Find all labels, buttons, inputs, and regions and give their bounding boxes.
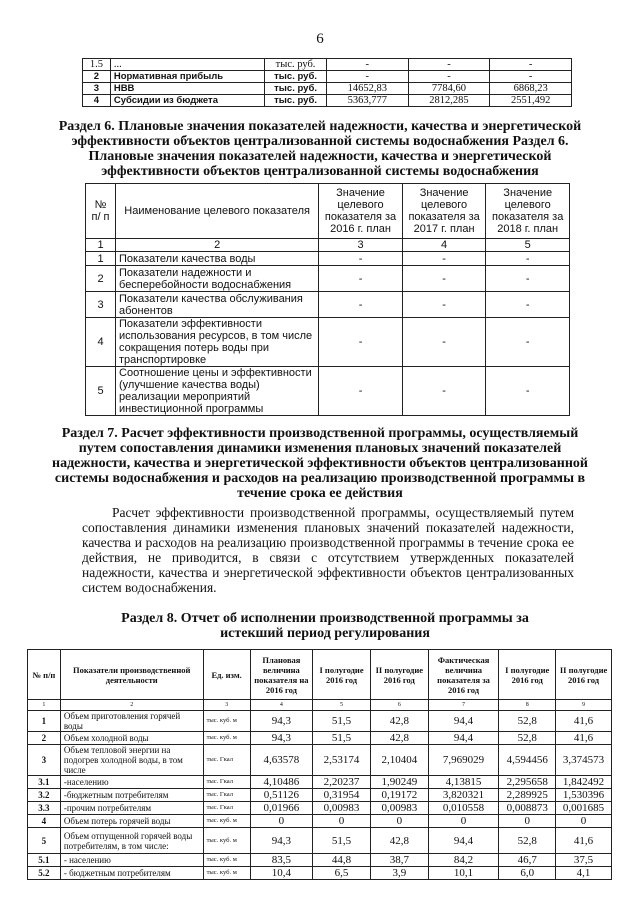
table-cell: - bbox=[408, 59, 490, 71]
table-cell: 42,8 bbox=[370, 711, 428, 732]
table-cell: 2,295658 bbox=[499, 776, 556, 789]
table-cell: - населению bbox=[60, 854, 203, 867]
table-cell: 0,00983 bbox=[313, 802, 371, 815]
table-cell: 94,4 bbox=[428, 732, 499, 745]
table-row bbox=[86, 252, 570, 266]
column-number: 5 bbox=[486, 239, 570, 252]
table-cell: Нормативная прибыль bbox=[110, 71, 264, 83]
table-cell: Объем тепловой энергии на подогрев холодной воды, в том числе bbox=[60, 745, 203, 776]
table-cell: Субсидии из бюджета bbox=[110, 95, 264, 107]
table-cell: -населению bbox=[60, 776, 203, 789]
column-number: 3 bbox=[203, 700, 250, 711]
column-number: 1 bbox=[86, 239, 116, 252]
column-header: Значение целевого показателя за 2018 г. план bbox=[486, 184, 570, 239]
table-cell: 3 bbox=[83, 83, 111, 95]
table-cell: 94,4 bbox=[428, 711, 499, 732]
table-cell: - bbox=[486, 266, 570, 292]
table-row bbox=[28, 789, 612, 802]
table-cell: тыс. куб. м bbox=[203, 867, 250, 880]
table-cell: 2,20237 bbox=[313, 776, 371, 789]
table-cell: 3,374573 bbox=[556, 745, 612, 776]
table-cell: 0,01966 bbox=[250, 802, 313, 815]
table-cell: 0 bbox=[499, 815, 556, 828]
table-cell: 0,19172 bbox=[370, 789, 428, 802]
table-cell: - bbox=[319, 252, 403, 266]
table-cell: тыс. руб. bbox=[265, 71, 327, 83]
table-cell: 10,1 bbox=[428, 867, 499, 880]
table-cell: 5363,777 bbox=[326, 95, 408, 107]
table-cell: Показатели качества обслуживания абонентов bbox=[116, 292, 319, 318]
table-cell: 1.5 bbox=[83, 59, 111, 71]
column-number: 9 bbox=[556, 700, 612, 711]
table-cell: 1,530396 bbox=[556, 789, 612, 802]
table-row bbox=[83, 59, 572, 71]
column-number: 7 bbox=[428, 700, 499, 711]
column-number-row bbox=[86, 239, 570, 252]
table-cell: - bbox=[402, 318, 486, 367]
column-header: Плановая величина показателя на 2016 год bbox=[250, 650, 313, 700]
table-cell: - bbox=[402, 292, 486, 318]
table-cell: 94,3 bbox=[250, 732, 313, 745]
table-row bbox=[28, 854, 612, 867]
table-cell: 41,6 bbox=[556, 711, 612, 732]
table-cell: тыс. руб. bbox=[265, 83, 327, 95]
table-cell: 52,8 bbox=[499, 828, 556, 854]
table-cell: - bbox=[319, 292, 403, 318]
table-cell: 51,5 bbox=[313, 732, 371, 745]
table-cell: - bbox=[319, 367, 403, 416]
table-cell: 38,7 bbox=[370, 854, 428, 867]
table-row bbox=[86, 318, 570, 367]
table-cell: 41,6 bbox=[556, 732, 612, 745]
table-cell: - bbox=[486, 252, 570, 266]
table-cell: 1,90249 bbox=[370, 776, 428, 789]
table-row bbox=[28, 867, 612, 880]
table-cell: 2,289925 bbox=[499, 789, 556, 802]
column-number: 4 bbox=[402, 239, 486, 252]
section8-table bbox=[27, 649, 612, 880]
table-cell: 42,8 bbox=[370, 828, 428, 854]
table-cell: 37,5 bbox=[556, 854, 612, 867]
table-cell: 4,63578 bbox=[250, 745, 313, 776]
table-cell: ... bbox=[110, 59, 264, 71]
table-cell: 94,4 bbox=[428, 828, 499, 854]
column-header: Наименование целевого показателя bbox=[116, 184, 319, 239]
table-cell: Объем приготовления горячей воды bbox=[60, 711, 203, 732]
table-row bbox=[28, 828, 612, 854]
table-cell: 0,010558 bbox=[428, 802, 499, 815]
table-cell: 51,5 bbox=[313, 828, 371, 854]
table-cell: - bbox=[326, 71, 408, 83]
table-cell: - bbox=[486, 318, 570, 367]
table-cell: 4 bbox=[86, 318, 116, 367]
table-cell: - bbox=[490, 71, 572, 83]
table-cell: 2 bbox=[28, 732, 61, 745]
table-cell: 0 bbox=[370, 815, 428, 828]
table-cell: Показатели надежности и бесперебойности водоснабжения bbox=[116, 266, 319, 292]
table-cell: Показатели качества воды bbox=[116, 252, 319, 266]
table-cell: Показатели эффективности использования ресурсов, в том числе сокращения потерь воды при транспортировке bbox=[116, 318, 319, 367]
table-row bbox=[28, 732, 612, 745]
table-cell: 0,00983 bbox=[370, 802, 428, 815]
table-cell: 0,51126 bbox=[250, 789, 313, 802]
table-cell: тыс. Гкал bbox=[203, 802, 250, 815]
table-cell: -прочим потребителям bbox=[60, 802, 203, 815]
table-cell: 94,3 bbox=[250, 828, 313, 854]
table-cell: 7784,60 bbox=[408, 83, 490, 95]
table-cell: - bbox=[402, 266, 486, 292]
table-cell: - бюджетным потребителям bbox=[60, 867, 203, 880]
table-cell: 4 bbox=[83, 95, 111, 107]
table-cell: 5 bbox=[28, 828, 61, 854]
table-cell: - bbox=[402, 367, 486, 416]
table-cell: - bbox=[486, 292, 570, 318]
column-number: 8 bbox=[499, 700, 556, 711]
table-cell: 52,8 bbox=[499, 711, 556, 732]
table-cell: тыс. руб. bbox=[265, 95, 327, 107]
table-cell: 3 bbox=[28, 745, 61, 776]
table-cell: 2551,492 bbox=[490, 95, 572, 107]
table-cell: 7,969029 bbox=[428, 745, 499, 776]
table-cell: 41,6 bbox=[556, 828, 612, 854]
financial-table bbox=[82, 58, 572, 107]
table-cell: тыс. куб. м bbox=[203, 732, 250, 745]
table-cell: - bbox=[486, 367, 570, 416]
table-cell: 0,31954 bbox=[313, 789, 371, 802]
table-cell: НВВ bbox=[110, 83, 264, 95]
table-cell: 84,2 bbox=[428, 854, 499, 867]
column-number-row bbox=[28, 700, 612, 711]
table-cell: 5 bbox=[86, 367, 116, 416]
column-header: I полугодие 2016 год bbox=[313, 650, 371, 700]
table-cell: Соотношение цены и эффективности (улучшение качества воды) реализации мероприятий инвестиционной программы bbox=[116, 367, 319, 416]
table-cell: 0 bbox=[556, 815, 612, 828]
section8-heading: Раздел 8. Отчет об исполнении производственной программы за истекший период регулирования bbox=[121, 611, 529, 641]
table-cell: - bbox=[319, 266, 403, 292]
header-row bbox=[86, 184, 570, 239]
table-cell: - bbox=[490, 59, 572, 71]
table-row bbox=[86, 367, 570, 416]
column-header: Показатели производственной деятельности bbox=[60, 650, 203, 700]
table-cell: - bbox=[326, 59, 408, 71]
table-cell: 14652,83 bbox=[326, 83, 408, 95]
column-header: II полугодие 2016 год bbox=[556, 650, 612, 700]
table-cell: 3,9 bbox=[370, 867, 428, 880]
page-number: 6 bbox=[316, 31, 324, 47]
table-cell: 5.1 bbox=[28, 854, 61, 867]
table-cell: 2 bbox=[83, 71, 111, 83]
table-row bbox=[28, 711, 612, 732]
table-cell: тыс. куб. м bbox=[203, 828, 250, 854]
table-cell: 3.2 bbox=[28, 789, 61, 802]
column-header: I полугодие 2016 год bbox=[499, 650, 556, 700]
table-cell: тыс. руб. bbox=[265, 59, 327, 71]
table-cell: тыс. Гкал bbox=[203, 745, 250, 776]
table-cell: тыс. куб. м bbox=[203, 711, 250, 732]
column-header: Фактическая величина показателя за 2016 год bbox=[428, 650, 499, 700]
table-cell: 94,3 bbox=[250, 711, 313, 732]
section6-heading: Раздел 6. Плановые значения показателей надежности, качества и энергетической эффективности объектов централизованной системы водоснабжения Раздел 6. Плановые значения показателей надежности, качества и энергетической эффективности объектов централизованной системы водоснабжения bbox=[58, 119, 582, 179]
column-header: II полугодие 2016 год bbox=[370, 650, 428, 700]
table-cell: - bbox=[319, 318, 403, 367]
table-cell: 3,820321 bbox=[428, 789, 499, 802]
table-cell: -бюджетным потребителям bbox=[60, 789, 203, 802]
table-cell: 0 bbox=[313, 815, 371, 828]
table-row bbox=[83, 83, 572, 95]
table-cell: 2812,285 bbox=[408, 95, 490, 107]
column-number: 3 bbox=[319, 239, 403, 252]
table-cell: 6,0 bbox=[499, 867, 556, 880]
section7-heading: Раздел 7. Расчет эффективности производственной программы, осуществляемый путем сопоставления динамики изменения плановых значений показателей надежности, качества и энергетической эффективности объектов централизованной системы водоснабжения и расходов на реализацию производственной программы в течение срока ее действия bbox=[52, 426, 588, 501]
table-cell: Объем потерь горячей воды bbox=[60, 815, 203, 828]
table-cell: 2 bbox=[86, 266, 116, 292]
table-cell: тыс. куб. м bbox=[203, 815, 250, 828]
column-number: 2 bbox=[60, 700, 203, 711]
column-header: Значение целевого показателя за 2017 г. план bbox=[402, 184, 486, 239]
table-cell: 4,1 bbox=[556, 867, 612, 880]
table-cell: 2,10404 bbox=[370, 745, 428, 776]
section6-table bbox=[85, 183, 570, 416]
table-row bbox=[83, 71, 572, 83]
table-cell: 0,008873 bbox=[499, 802, 556, 815]
column-number: 1 bbox=[28, 700, 61, 711]
table-cell: 6868,23 bbox=[490, 83, 572, 95]
column-header: № п/п bbox=[28, 650, 61, 700]
section7-paragraph: Расчет эффективности производственной программы, осуществляемый путем сопоставления динамики изменения плановых значений показателей надежности, качества и расходов на реализацию производственной программы в течение срока ее действия, не приводится, в связи с отсутствием утвержденных показателей надежности, качества и энергетической эффективности объектов централизованных систем водоснабжения. bbox=[82, 505, 574, 595]
table-cell: 3 bbox=[86, 292, 116, 318]
column-header: Ед. изм. bbox=[203, 650, 250, 700]
table-row bbox=[83, 95, 572, 107]
table-cell: Объем холодной воды bbox=[60, 732, 203, 745]
table-cell: 4 bbox=[28, 815, 61, 828]
table-cell: 6,5 bbox=[313, 867, 371, 880]
table-cell: 42,8 bbox=[370, 732, 428, 745]
table-cell: 51,5 bbox=[313, 711, 371, 732]
table-cell: 3.3 bbox=[28, 802, 61, 815]
table-cell: тыс. куб. м bbox=[203, 854, 250, 867]
column-number: 6 bbox=[370, 700, 428, 711]
table-cell: 1,842492 bbox=[556, 776, 612, 789]
table-cell: 1 bbox=[86, 252, 116, 266]
table-cell: 4,10486 bbox=[250, 776, 313, 789]
table-cell: 10,4 bbox=[250, 867, 313, 880]
table-cell: тыс. Гкал bbox=[203, 789, 250, 802]
column-number: 4 bbox=[250, 700, 313, 711]
table-row bbox=[28, 815, 612, 828]
table-cell: 4,13815 bbox=[428, 776, 499, 789]
table-cell: 44,8 bbox=[313, 854, 371, 867]
table-cell: - bbox=[402, 252, 486, 266]
column-header: № п/ п bbox=[86, 184, 116, 239]
table-cell: 46,7 bbox=[499, 854, 556, 867]
table-cell: 0 bbox=[250, 815, 313, 828]
table-row bbox=[86, 266, 570, 292]
table-row bbox=[28, 776, 612, 789]
column-header: Значение целевого показателя за 2016 г. план bbox=[319, 184, 403, 239]
table-cell: 3.1 bbox=[28, 776, 61, 789]
table-row bbox=[28, 745, 612, 776]
table-cell: 0 bbox=[428, 815, 499, 828]
table-cell: - bbox=[408, 71, 490, 83]
column-number: 2 bbox=[116, 239, 319, 252]
table-cell: 1 bbox=[28, 711, 61, 732]
table-cell: 83,5 bbox=[250, 854, 313, 867]
table-cell: 5.2 bbox=[28, 867, 61, 880]
table-cell: 0,001685 bbox=[556, 802, 612, 815]
column-number: 5 bbox=[313, 700, 371, 711]
table-cell: 52,8 bbox=[499, 732, 556, 745]
table-cell: 4,594456 bbox=[499, 745, 556, 776]
header-row bbox=[28, 650, 612, 700]
table-cell: Объем отпущенной горячей воды потребителям, в том числе: bbox=[60, 828, 203, 854]
table-row bbox=[28, 802, 612, 815]
table-cell: 2,53174 bbox=[313, 745, 371, 776]
table-row bbox=[86, 292, 570, 318]
table-cell: тыс. Гкал bbox=[203, 776, 250, 789]
